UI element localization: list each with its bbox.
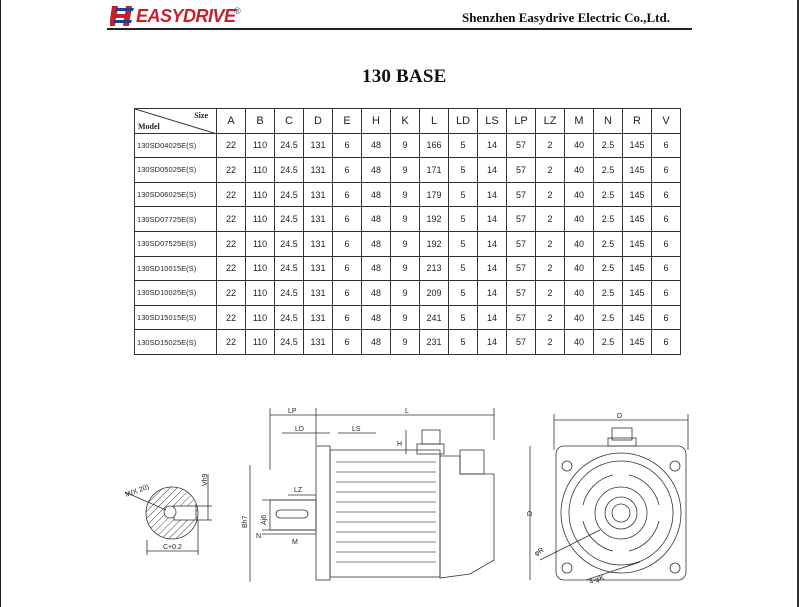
motor-drawing bbox=[0, 395, 800, 607]
model-cell: 130SD10025E(S) bbox=[135, 281, 217, 306]
table-row bbox=[135, 281, 681, 306]
logo-mark-icon bbox=[110, 4, 138, 28]
value-cell: 9 bbox=[391, 305, 420, 330]
model-cell: 130SD07525E(S) bbox=[135, 231, 217, 256]
value-cell: 22 bbox=[217, 330, 246, 355]
value-cell: 14 bbox=[478, 231, 507, 256]
value-cell: 2 bbox=[536, 231, 565, 256]
value-cell: 5 bbox=[449, 158, 478, 183]
table-header-row bbox=[135, 109, 681, 134]
value-cell: 2.5 bbox=[594, 207, 623, 232]
header-rule bbox=[107, 28, 692, 30]
corner-size-label: Size bbox=[194, 111, 208, 120]
value-cell: 40 bbox=[565, 133, 594, 158]
easydrive-logo bbox=[110, 4, 250, 28]
value-cell: 6 bbox=[333, 182, 362, 207]
value-cell: 231 bbox=[420, 330, 449, 355]
value-cell: 57 bbox=[507, 330, 536, 355]
table-row bbox=[135, 330, 681, 355]
value-cell: 6 bbox=[652, 305, 681, 330]
value-cell: 2.5 bbox=[594, 256, 623, 281]
column-header: LS bbox=[478, 109, 507, 134]
value-cell: 40 bbox=[565, 305, 594, 330]
value-cell: 110 bbox=[246, 133, 275, 158]
value-cell: 2.5 bbox=[594, 182, 623, 207]
page-title: 130 BASE bbox=[362, 66, 447, 87]
column-header: B bbox=[246, 109, 275, 134]
value-cell: 110 bbox=[246, 158, 275, 183]
value-cell: 14 bbox=[478, 281, 507, 306]
value-cell: 9 bbox=[391, 182, 420, 207]
model-cell: 130SD04025E(S) bbox=[135, 133, 217, 158]
table-row bbox=[135, 182, 681, 207]
table-row bbox=[135, 133, 681, 158]
value-cell: 9 bbox=[391, 330, 420, 355]
value-cell: 24.5 bbox=[275, 133, 304, 158]
value-cell: 5 bbox=[449, 305, 478, 330]
aj6-label: Aj6 bbox=[261, 514, 268, 525]
column-header: V bbox=[652, 109, 681, 134]
column-header: LD bbox=[449, 109, 478, 134]
n-label: N bbox=[256, 533, 262, 540]
value-cell: 131 bbox=[304, 330, 333, 355]
d-label: D bbox=[617, 413, 623, 420]
value-cell: 6 bbox=[333, 158, 362, 183]
column-header: R bbox=[623, 109, 652, 134]
value-cell: 145 bbox=[623, 158, 652, 183]
value-cell: 9 bbox=[391, 256, 420, 281]
value-cell: 57 bbox=[507, 256, 536, 281]
value-cell: 48 bbox=[362, 182, 391, 207]
value-cell: 110 bbox=[246, 207, 275, 232]
column-header: D bbox=[304, 109, 333, 134]
m-depth-label: M(X 20) bbox=[124, 483, 151, 499]
value-cell: 2.5 bbox=[594, 330, 623, 355]
lp-label: LP bbox=[288, 408, 297, 415]
value-cell: 24.5 bbox=[275, 158, 304, 183]
value-cell: 171 bbox=[420, 158, 449, 183]
table-row bbox=[135, 207, 681, 232]
value-cell: 2 bbox=[536, 158, 565, 183]
value-cell: 57 bbox=[507, 158, 536, 183]
value-cell: 5 bbox=[449, 207, 478, 232]
value-cell: 192 bbox=[420, 207, 449, 232]
phi-r-label: φR bbox=[533, 546, 546, 558]
value-cell: 213 bbox=[420, 256, 449, 281]
value-cell: 2.5 bbox=[594, 231, 623, 256]
value-cell: 48 bbox=[362, 256, 391, 281]
value-cell: 40 bbox=[565, 158, 594, 183]
value-cell: 110 bbox=[246, 305, 275, 330]
value-cell: 131 bbox=[304, 158, 333, 183]
column-header: H bbox=[362, 109, 391, 134]
value-cell: 40 bbox=[565, 182, 594, 207]
table-row bbox=[135, 231, 681, 256]
value-cell: 48 bbox=[362, 231, 391, 256]
value-cell: 2 bbox=[536, 305, 565, 330]
value-cell: 24.5 bbox=[275, 305, 304, 330]
value-cell: 48 bbox=[362, 305, 391, 330]
c-label: C+0.2 bbox=[163, 544, 182, 551]
value-cell: 6 bbox=[652, 158, 681, 183]
value-cell: 24.5 bbox=[275, 281, 304, 306]
value-cell: 40 bbox=[565, 281, 594, 306]
model-cell: 130SD06025E(S) bbox=[135, 182, 217, 207]
value-cell: 145 bbox=[623, 207, 652, 232]
value-cell: 40 bbox=[565, 330, 594, 355]
value-cell: 48 bbox=[362, 207, 391, 232]
d-side-label: D bbox=[527, 510, 534, 516]
value-cell: 6 bbox=[333, 330, 362, 355]
value-cell: 145 bbox=[623, 305, 652, 330]
value-cell: 24.5 bbox=[275, 182, 304, 207]
value-cell: 14 bbox=[478, 158, 507, 183]
value-cell: 57 bbox=[507, 133, 536, 158]
table-corner-cell bbox=[135, 109, 217, 134]
value-cell: 2.5 bbox=[594, 133, 623, 158]
model-cell: 130SD15015E(S) bbox=[135, 305, 217, 330]
value-cell: 24.5 bbox=[275, 231, 304, 256]
value-cell: 131 bbox=[304, 305, 333, 330]
value-cell: 5 bbox=[449, 281, 478, 306]
value-cell: 24.5 bbox=[275, 256, 304, 281]
model-cell: 130SD10015E(S) bbox=[135, 256, 217, 281]
value-cell: 40 bbox=[565, 231, 594, 256]
value-cell: 6 bbox=[333, 133, 362, 158]
value-cell: 14 bbox=[478, 207, 507, 232]
value-cell: 145 bbox=[623, 256, 652, 281]
value-cell: 145 bbox=[623, 330, 652, 355]
value-cell: 14 bbox=[478, 330, 507, 355]
value-cell: 5 bbox=[449, 133, 478, 158]
value-cell: 9 bbox=[391, 281, 420, 306]
value-cell: 5 bbox=[449, 182, 478, 207]
value-cell: 57 bbox=[507, 207, 536, 232]
value-cell: 6 bbox=[652, 256, 681, 281]
value-cell: 179 bbox=[420, 182, 449, 207]
holes-label: 4-φK bbox=[588, 574, 606, 586]
value-cell: 145 bbox=[623, 231, 652, 256]
value-cell: 241 bbox=[420, 305, 449, 330]
value-cell: 48 bbox=[362, 158, 391, 183]
column-header: M bbox=[565, 109, 594, 134]
value-cell: 22 bbox=[217, 256, 246, 281]
value-cell: 6 bbox=[333, 207, 362, 232]
value-cell: 48 bbox=[362, 281, 391, 306]
value-cell: 6 bbox=[333, 305, 362, 330]
dimension-table bbox=[134, 108, 681, 355]
m-label: M bbox=[292, 539, 298, 546]
value-cell: 110 bbox=[246, 330, 275, 355]
value-cell: 131 bbox=[304, 182, 333, 207]
value-cell: 5 bbox=[449, 256, 478, 281]
value-cell: 2 bbox=[536, 330, 565, 355]
value-cell: 14 bbox=[478, 256, 507, 281]
column-header: N bbox=[594, 109, 623, 134]
value-cell: 145 bbox=[623, 182, 652, 207]
column-header: A bbox=[217, 109, 246, 134]
motor-front-view bbox=[527, 413, 688, 586]
value-cell: 192 bbox=[420, 231, 449, 256]
model-cell: 130SD15025E(S) bbox=[135, 330, 217, 355]
value-cell: 6 bbox=[652, 330, 681, 355]
table-row bbox=[135, 305, 681, 330]
ls-label: LS bbox=[352, 426, 361, 433]
table-row bbox=[135, 256, 681, 281]
shaft-section-view bbox=[124, 473, 212, 555]
value-cell: 2.5 bbox=[594, 305, 623, 330]
column-header: LP bbox=[507, 109, 536, 134]
value-cell: 110 bbox=[246, 231, 275, 256]
value-cell: 2 bbox=[536, 256, 565, 281]
value-cell: 9 bbox=[391, 231, 420, 256]
value-cell: 6 bbox=[333, 281, 362, 306]
model-cell: 130SD07725E(S) bbox=[135, 207, 217, 232]
value-cell: 48 bbox=[362, 133, 391, 158]
value-cell: 145 bbox=[623, 133, 652, 158]
value-cell: 6 bbox=[652, 231, 681, 256]
value-cell: 131 bbox=[304, 231, 333, 256]
company-name: Shenzhen Easydrive Electric Co.,Ltd. bbox=[462, 10, 670, 25]
value-cell: 48 bbox=[362, 330, 391, 355]
column-header: C bbox=[275, 109, 304, 134]
value-cell: 22 bbox=[217, 281, 246, 306]
value-cell: 22 bbox=[217, 158, 246, 183]
value-cell: 166 bbox=[420, 133, 449, 158]
value-cell: 57 bbox=[507, 305, 536, 330]
logo-text: EASYDRIVE bbox=[136, 6, 236, 26]
value-cell: 131 bbox=[304, 281, 333, 306]
value-cell: 131 bbox=[304, 207, 333, 232]
value-cell: 110 bbox=[246, 281, 275, 306]
value-cell: 9 bbox=[391, 133, 420, 158]
value-cell: 6 bbox=[652, 182, 681, 207]
value-cell: 2 bbox=[536, 133, 565, 158]
value-cell: 110 bbox=[246, 256, 275, 281]
column-header: K bbox=[391, 109, 420, 134]
value-cell: 2 bbox=[536, 207, 565, 232]
value-cell: 22 bbox=[217, 182, 246, 207]
value-cell: 2.5 bbox=[594, 281, 623, 306]
column-header: E bbox=[333, 109, 362, 134]
value-cell: 22 bbox=[217, 133, 246, 158]
value-cell: 2 bbox=[536, 182, 565, 207]
value-cell: 14 bbox=[478, 133, 507, 158]
value-cell: 6 bbox=[652, 133, 681, 158]
value-cell: 110 bbox=[246, 182, 275, 207]
ld-label: LD bbox=[295, 426, 304, 433]
h-label: H bbox=[397, 441, 403, 448]
value-cell: 145 bbox=[623, 281, 652, 306]
corner-model-label: Model bbox=[138, 121, 160, 131]
value-cell: 57 bbox=[507, 281, 536, 306]
value-cell: 2.5 bbox=[594, 158, 623, 183]
value-cell: 6 bbox=[333, 256, 362, 281]
value-cell: 14 bbox=[478, 305, 507, 330]
value-cell: 22 bbox=[217, 207, 246, 232]
value-cell: 40 bbox=[565, 256, 594, 281]
column-header: L bbox=[420, 109, 449, 134]
value-cell: 6 bbox=[652, 281, 681, 306]
value-cell: 24.5 bbox=[275, 207, 304, 232]
column-header: LZ bbox=[536, 109, 565, 134]
value-cell: 131 bbox=[304, 256, 333, 281]
motor-side-view bbox=[242, 408, 494, 582]
value-cell: 57 bbox=[507, 182, 536, 207]
value-cell: 22 bbox=[217, 231, 246, 256]
value-cell: 209 bbox=[420, 281, 449, 306]
value-cell: 9 bbox=[391, 207, 420, 232]
value-cell: 9 bbox=[391, 158, 420, 183]
value-cell: 24.5 bbox=[275, 330, 304, 355]
value-cell: 5 bbox=[449, 231, 478, 256]
value-cell: 2 bbox=[536, 281, 565, 306]
table-row bbox=[135, 158, 681, 183]
value-cell: 5 bbox=[449, 330, 478, 355]
value-cell: 57 bbox=[507, 231, 536, 256]
value-cell: 14 bbox=[478, 182, 507, 207]
value-cell: 6 bbox=[652, 207, 681, 232]
value-cell: 6 bbox=[333, 231, 362, 256]
bh7-label: Bh7 bbox=[242, 515, 249, 528]
l-label: L bbox=[405, 408, 409, 415]
registered-mark: ® bbox=[234, 6, 241, 16]
value-cell: 131 bbox=[304, 133, 333, 158]
value-cell: 22 bbox=[217, 305, 246, 330]
model-cell: 130SD05025E(S) bbox=[135, 158, 217, 183]
value-cell: 40 bbox=[565, 207, 594, 232]
lz-label: LZ bbox=[294, 487, 303, 494]
v-label: Vh9 bbox=[202, 473, 209, 486]
table-body bbox=[135, 133, 681, 354]
